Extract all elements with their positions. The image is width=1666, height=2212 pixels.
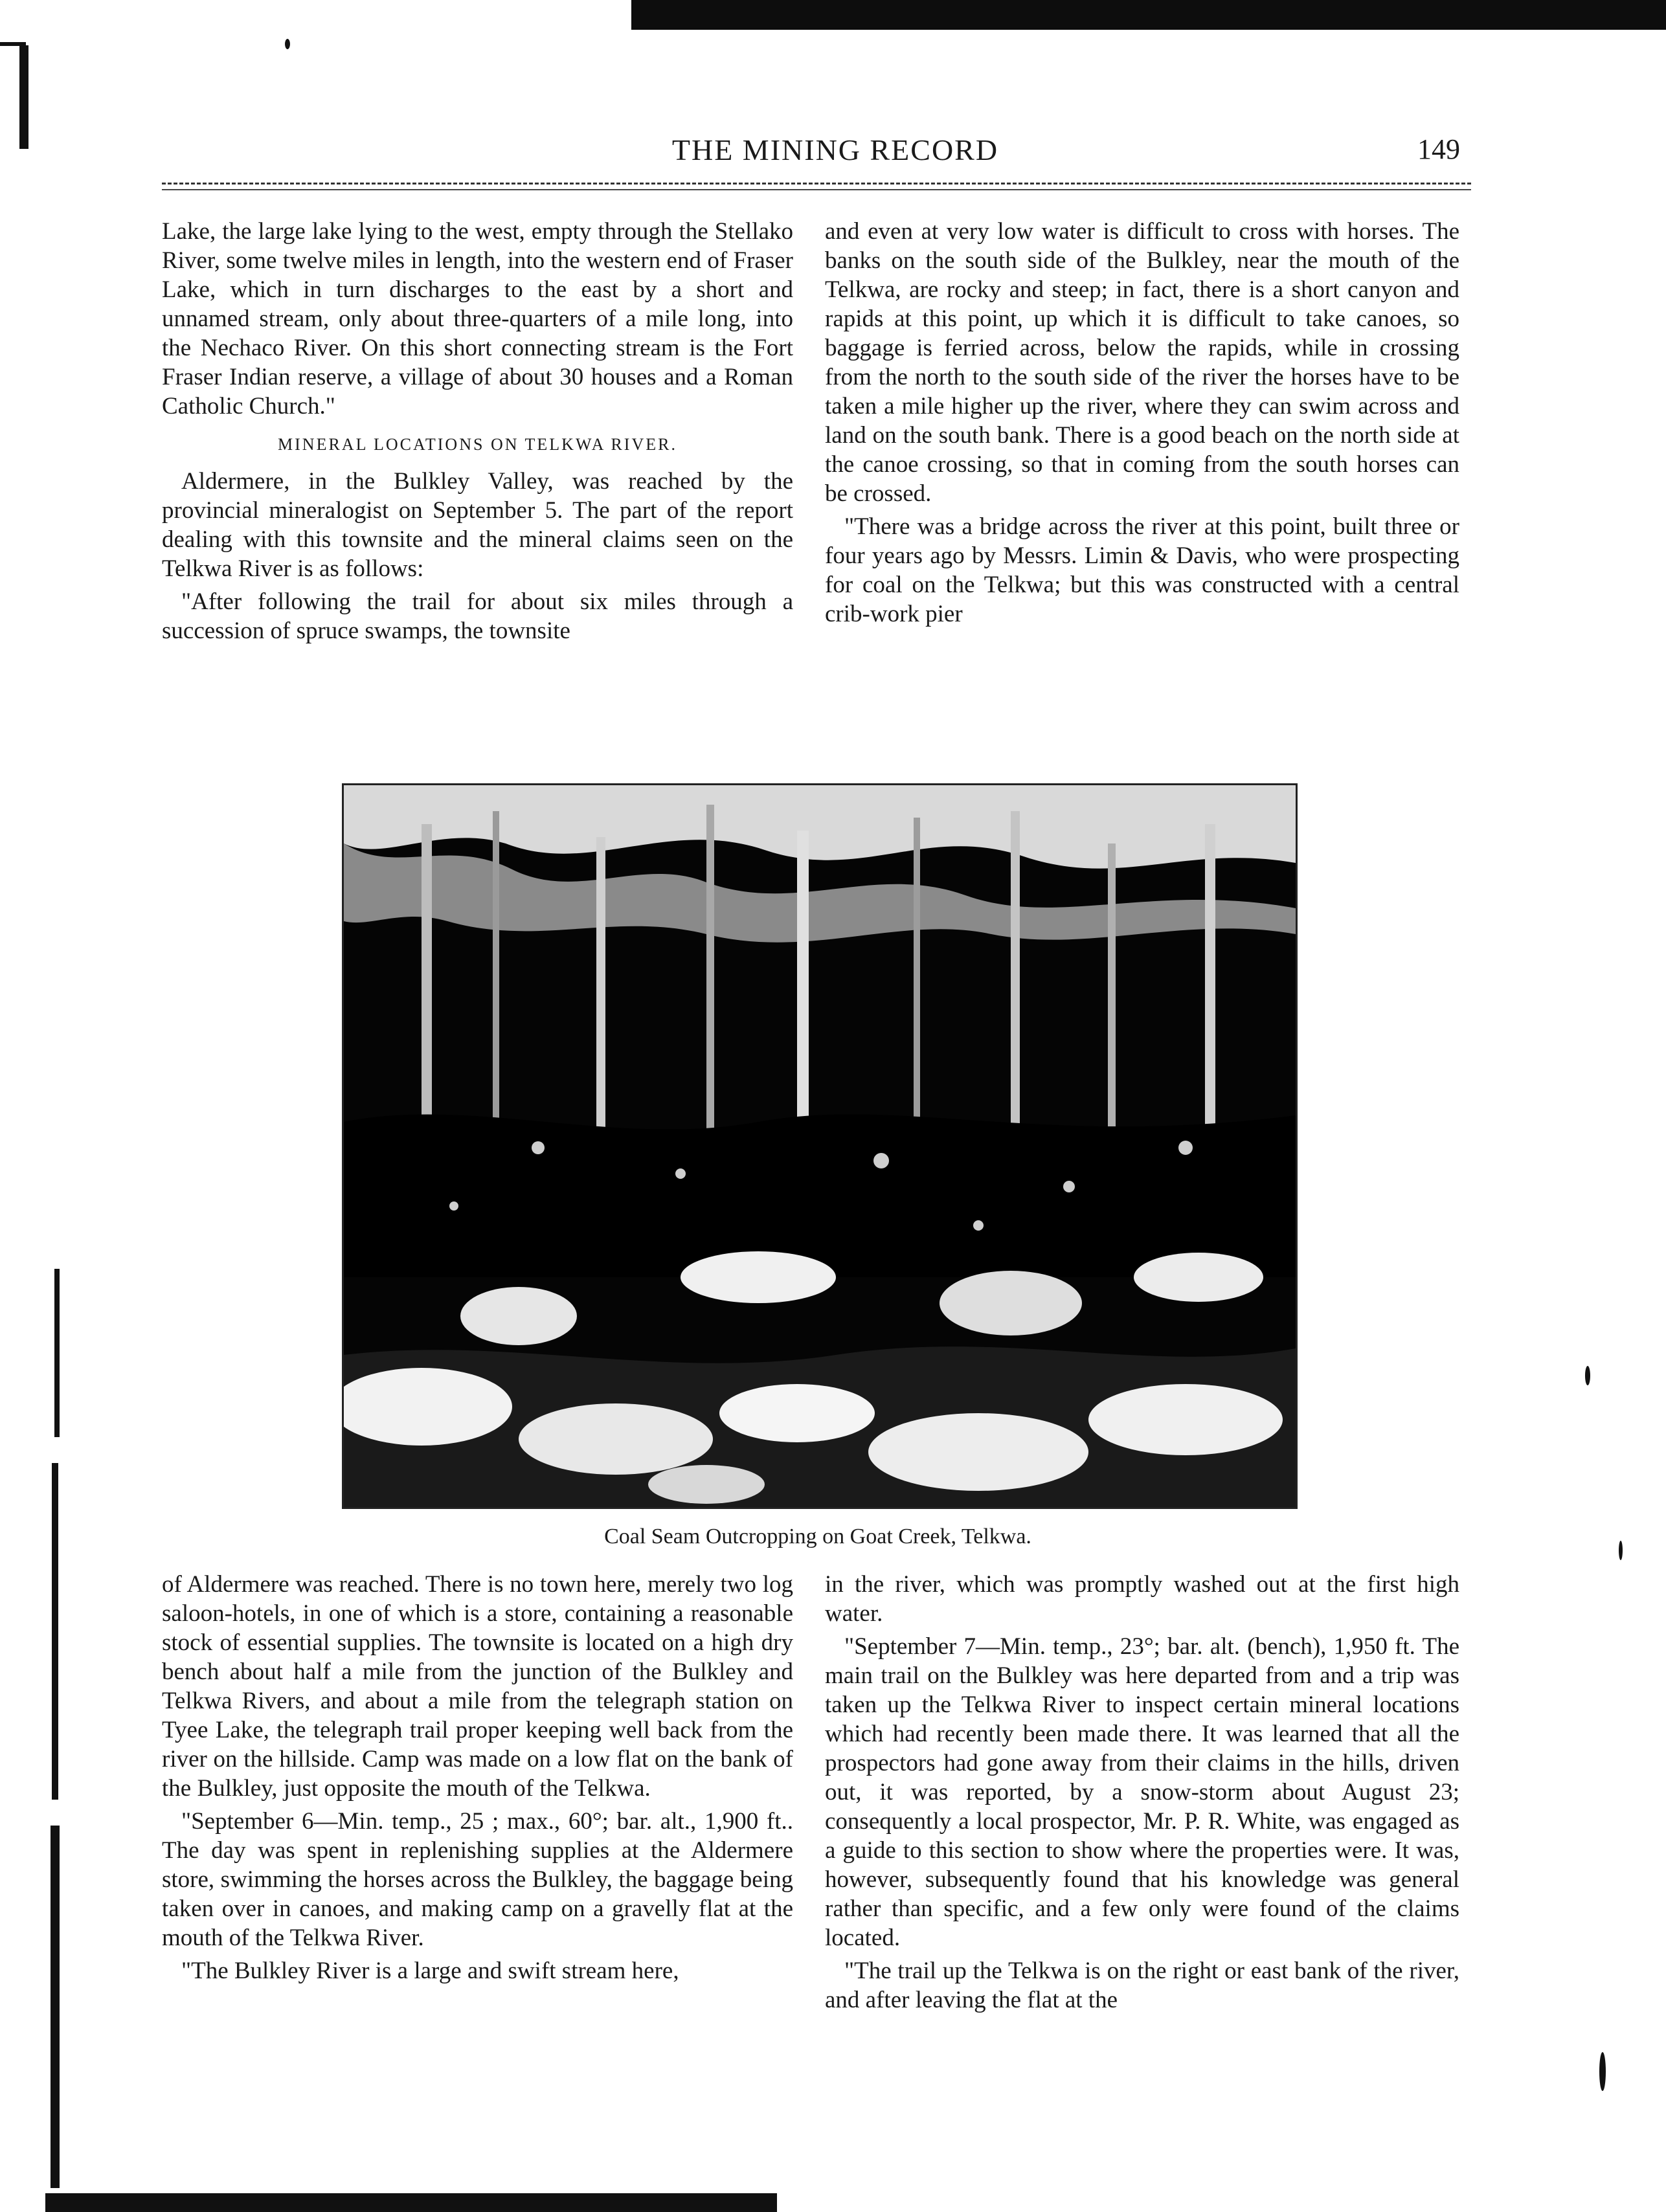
coal-seam-photograph (342, 783, 1298, 1509)
upper-right-column (825, 217, 1459, 632)
figure-caption: Coal Seam Outcropping on Goat Creek, Telkwa. (604, 1525, 1031, 1548)
lower-right-column (825, 1570, 1459, 2018)
paragraph: Lake, the large lake lying to the west, empty through the Stellako River, some twelve miles in length, into the western end of Fraser Lake, which in turn discharges to the east by a short and unnamed stream, only about three-quarters of a mile long, into the Nechaco River. On this short connecting stream is the Fort Fraser Indian reserve, a village of about 30 houses and a Roman Catholic Church." (162, 218, 793, 419)
scan-bottom-bar (45, 2193, 777, 2212)
page-header (162, 133, 1470, 184)
paragraph: "September 7—Min. temp., 23°; bar. alt. (bench), 1,950 ft. The main trail on the Bulkley was here departed from and a trip was taken up the Telkwa River to inspect certain mineral locations which had recently been made there. It was learned that all the prospectors had gone away from their claims in the hills, driven out, it was reported, by a snow-storm about August 23; consequently a local prospector, Mr. P. R. White, was engaged as a guide to this section to show where the properties were. It was, however, subsequently found that his knowledge was general rather than specific, and a few only were found of the claims located. (825, 1633, 1459, 1951)
paragraph: "There was a bridge across the river at this point, built three or four years ago by Messrs. Limin & Davis, who were prospecting for coal on the Telkwa; but this was constructed with a central crib-work pier (825, 513, 1459, 627)
header-rule (162, 189, 1471, 190)
scan-left-edge (0, 39, 63, 2188)
paragraph: "The Bulkley River is a large and swift stream here, (181, 1958, 679, 1984)
paragraph: of Aldermere was reached. There is no town here, merely two log saloon-hotels, in one of which is a store, containing a reasonable stock of essential supplies. The townsite is located on a high dry bench about half a mile from the junction of the Bulkley and Telkwa Rivers, and about a mile from the telegraph station on Tyee Lake, the telegraph trail proper keeping well back from the river on the hillside. Camp was made on a low flat on the bank of the Bulkley, just opposite the mouth of the Telkwa. (162, 1571, 793, 1802)
scan-top-bar (631, 0, 1666, 30)
paragraph: in the river, which was promptly washed out at the first high water. (825, 1571, 1459, 1627)
running-title: THE MINING RECORD (671, 133, 999, 166)
paragraph: Aldermere, in the Bulkley Valley, was reached by the provincial mineralogist on September 5. The part of the report dealing with this townsite and the mineral claims seen on the Telkwa River is as follows: (162, 468, 793, 582)
header-rule-dashed (162, 183, 1471, 184)
section-heading: MINERAL LOCATIONS ON TELKWA RIVER. (278, 435, 677, 454)
paragraph: and even at very low water is difficult to cross with horses. The banks on the south side of the Bulkley, near the mouth of the Telkwa, are rocky and steep; in fact, there is a short canyon and rapids at this point, up which it is difficult to take canoes, so baggage is ferried across, below the rapids, while in crossing from the north to the south side of the river the horses have to be taken a mile higher up the river, where they can swim across and land on the south bank. There is a good beach on the north side at the canoe crossing, so that in coming from the south horses can be crossed. (825, 218, 1459, 507)
paragraph: "September 6—Min. temp., 25 ; max., 60°; bar. alt., 1,900 ft.. The day was spent in replenishing supplies at the Aldermere store, swimming the horses across the Bulkley, the baggage being taken over in canoes, and making camp on a gravelly flat at the mouth of the Telkwa River. (162, 1808, 793, 1951)
photo-image (344, 785, 1296, 1507)
upper-left-column (162, 217, 793, 649)
paragraph: "After following the trail for about six miles through a succession of spruce swamps, the townsite (162, 588, 793, 644)
page-number: 149 (1417, 133, 1460, 165)
lower-left-column (162, 1570, 793, 1989)
paragraph: "The trail up the Telkwa is on the right or east bank of the river, and after leaving the flat at the (825, 1958, 1459, 2013)
